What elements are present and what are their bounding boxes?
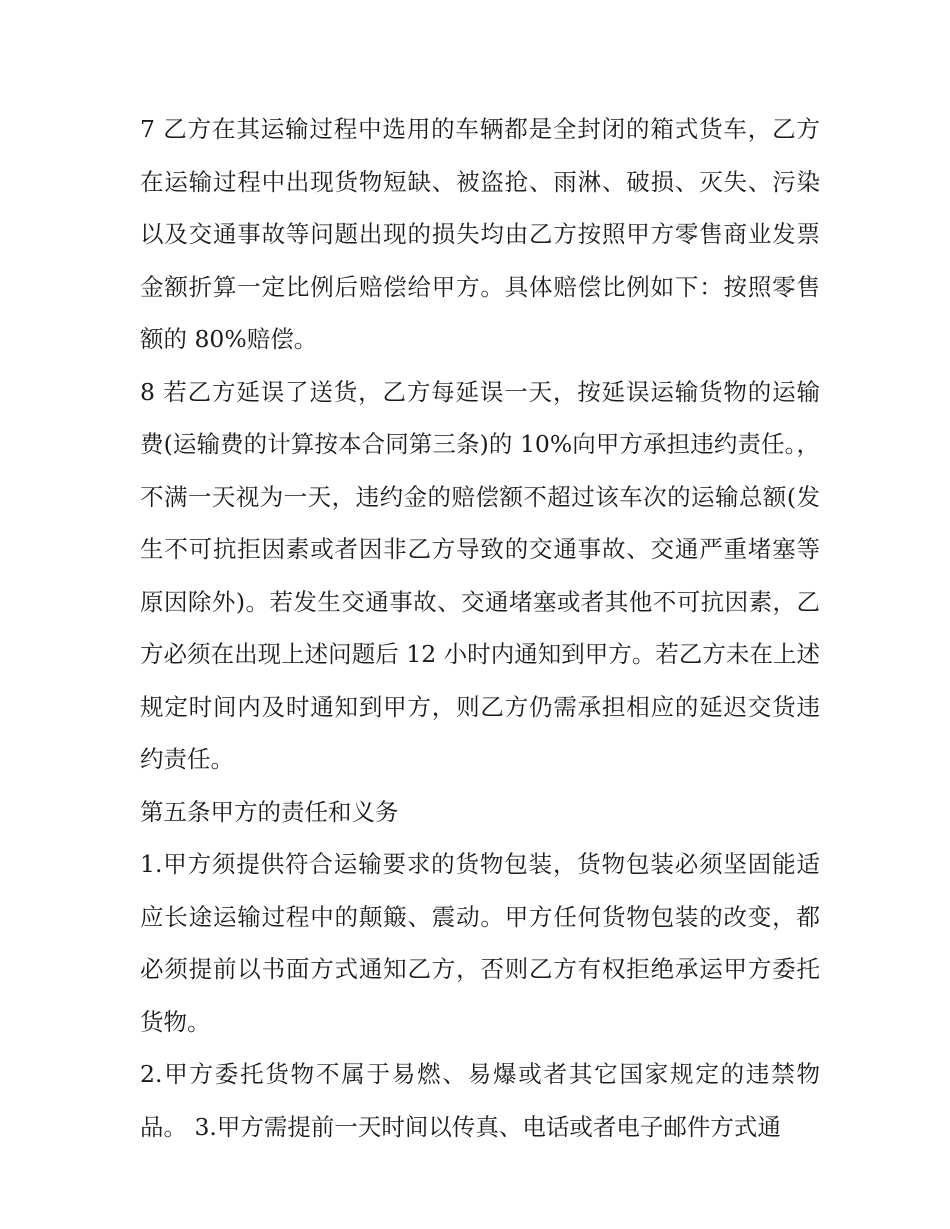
article-5-item-1-paragraph: 1.甲方须提供符合运输要求的货物包装，货物包装必须坚固能适应长途运输过程中的颠簸、震动。甲方任何货物包装的改变，都必须提前以书面方式通知乙方，否则乙方有权拒绝承运甲方委托货物。 [140, 850, 820, 1036]
section-heading-article-5: 第五条甲方的责任和义务 [140, 797, 399, 826]
article-5-item-2-3-paragraph: 2.甲方委托货物不属于易燃、易爆或者其它国家规定的违禁物品。 3.甲方需提前一天时间以传真、电话或者电子邮件方式通 [140, 1060, 820, 1141]
clause-8-paragraph: 8 若乙方延误了送货，乙方每延误一天，按延误运输货物的运输费(运输费的计算按本合同第三条)的 10%向甲方承担违约责任。，不满一天视为一天，违约金的赔偿额不超过该车次的运输总额(发生不可抗拒因素或者因非乙方导致的交通事故、交通严重堵塞等原因除外)。若发生交通事故、交通堵塞或者其他不可抗因素，乙方必须在出现上述问题后 12 小时内通知到甲方。若乙方未在上述规定时间内及时通知到甲方，则乙方仍需承担相应的延迟交货违约责任。 [140, 377, 820, 773]
document-body [140, 103, 820, 1153]
clause-7-paragraph: 7 乙方在其运输过程中选用的车辆都是全封闭的箱式货车，乙方在运输过程中出现货物短缺、被盗抢、雨淋、破损、灭失、污染以及交通事故等问题出现的损失均由乙方按照甲方零售商业发票金额折算一定比例后赔偿给甲方。具体赔偿比例如下：按照零售额的 80%赔偿。 [140, 115, 820, 353]
